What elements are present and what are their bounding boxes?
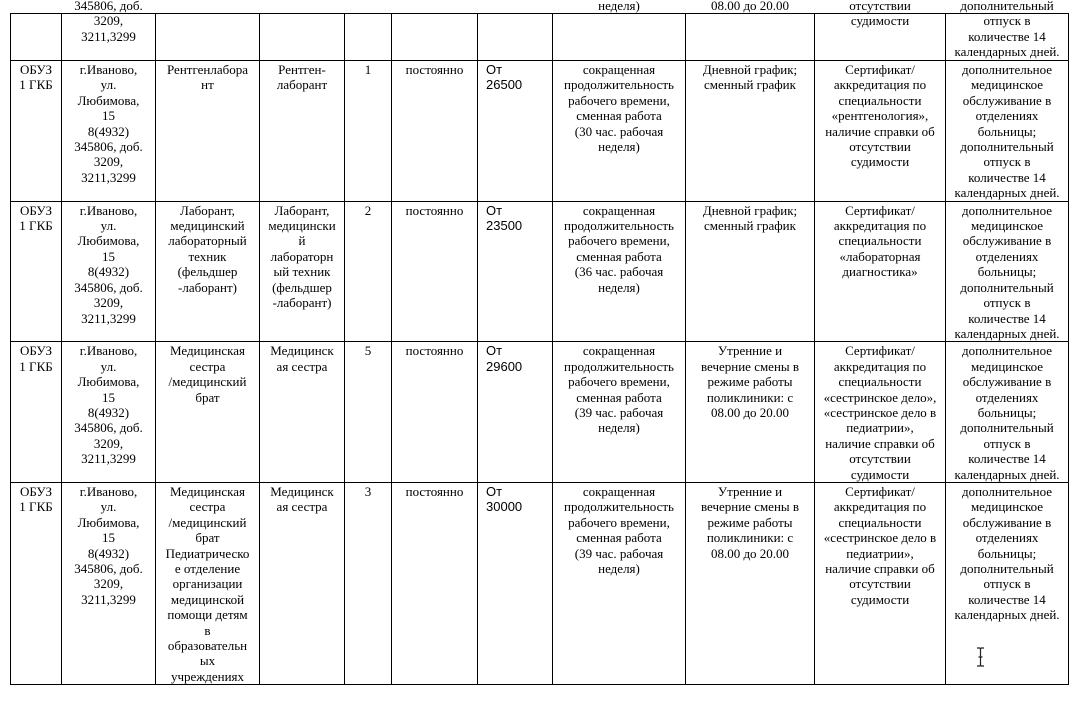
- org-cell: ОБУЗ 1 ГКБ: [11, 61, 62, 202]
- benefits-cell: дополнительное медицинское обслуживание в отделениях больницы; дополнительный отпуск в количестве 14 календарных дней.: [946, 201, 1069, 342]
- salary-cell: От 26500: [478, 61, 553, 202]
- type-cell: [392, 14, 478, 61]
- count-cell: 5: [345, 342, 392, 483]
- requirements-cell: отсутствии судимости: [815, 14, 946, 61]
- position-short-cell: Лаборант, медицински й лабораторн ый техник (фельдшер -лаборант): [260, 201, 345, 342]
- requirements-cell: Сертификат/ аккредитация по специальности «сестринское дело», «сестринское дело в педиатрии», наличие справки об отсутствии судимости: [815, 342, 946, 483]
- schedule-cell: Утренние и вечерние смены в режиме работы поликлиники: с 08.00 до 20.00: [686, 342, 815, 483]
- vacancy-table: [10, 0, 1069, 685]
- org-cell: ОБУЗ 1 ГКБ: [11, 342, 62, 483]
- salary-cell: От 23500: [478, 201, 553, 342]
- position-short-cell: [260, 14, 345, 61]
- table-row: [11, 342, 1069, 483]
- benefits-cell: дополнительное медицинское обслуживание в отделениях больницы; дополнительный отпуск в количестве 14 календарных дней.: [946, 61, 1069, 202]
- address-cell: г.Иваново, ул. Любимова, 15 8(4932) 345806, доб. 3209, 3211,3299: [62, 61, 156, 202]
- address-cell: г.Иваново, ул. Любимова, 15 8(4932) 345806, доб. 3209, 3211,3299: [62, 201, 156, 342]
- benefits-cell: дополнительное медицинское обслуживание в отделениях больницы; дополнительный отпуск в количестве 14 календарных дней.: [946, 482, 1069, 684]
- position-short-cell: Медицинск ая сестра: [260, 482, 345, 684]
- type-cell: постоянно: [392, 61, 478, 202]
- text-cursor-icon: [976, 647, 985, 667]
- type-cell: постоянно: [392, 482, 478, 684]
- org-cell: [11, 14, 62, 61]
- table-row: [11, 14, 1069, 61]
- position-cell: [156, 14, 260, 61]
- schedule-cell: Дневной график; сменный график: [686, 61, 815, 202]
- org-cell: ОБУЗ 1 ГКБ: [11, 201, 62, 342]
- mode-cell: сокращенная продолжительность рабочего времени, сменная работа (39 час. рабочая неделя): [553, 342, 686, 483]
- position-cell: Медицинская сестра /медицинский брат: [156, 342, 260, 483]
- count-cell: 3: [345, 482, 392, 684]
- position-short-cell: Медицинск ая сестра: [260, 342, 345, 483]
- salary-cell: От 29600: [478, 342, 553, 483]
- org-cell: ОБУЗ 1 ГКБ: [11, 482, 62, 684]
- requirements-cell: Сертификат/ аккредитация по специальности «рентгенология», наличие справки об отсутствии судимости: [815, 61, 946, 202]
- table-row: [11, 61, 1069, 202]
- position-short-cell: Рентген- лаборант: [260, 61, 345, 202]
- benefits-cell: дополнительное медицинское обслуживание в отделениях больницы; дополнительный отпуск в количестве 14 календарных дней.: [946, 342, 1069, 483]
- mode-cell: неделя): [553, 14, 686, 61]
- address-cell: 345806, доб. 3209, 3211,3299: [62, 14, 156, 61]
- position-cell: Медицинская сестра /медицинский брат Педиатрическо е отделение организации медицинской помощи детям в образовательн ых учреждениях: [156, 482, 260, 684]
- type-cell: постоянно: [392, 342, 478, 483]
- salary-cell: От 30000: [478, 482, 553, 684]
- count-cell: [345, 14, 392, 61]
- address-cell: г.Иваново, ул. Любимова, 15 8(4932) 345806, доб. 3209, 3211,3299: [62, 482, 156, 684]
- count-cell: 2: [345, 201, 392, 342]
- benefits-cell: дополнительный отпуск в количестве 14 календарных дней.: [946, 14, 1069, 61]
- position-cell: Рентгенлабора нт: [156, 61, 260, 202]
- mode-cell: сокращенная продолжительность рабочего времени, сменная работа (36 час. рабочая неделя): [553, 201, 686, 342]
- address-cell: г.Иваново, ул. Любимова, 15 8(4932) 345806, доб. 3209, 3211,3299: [62, 342, 156, 483]
- count-cell: 1: [345, 61, 392, 202]
- salary-cell: [478, 14, 553, 61]
- requirements-cell: Сертификат/ аккредитация по специальности «лабораторная диагностика»: [815, 201, 946, 342]
- schedule-cell: Утренние и вечерние смены в режиме работы поликлиники: с 08.00 до 20.00: [686, 482, 815, 684]
- schedule-cell: 08.00 до 20.00: [686, 14, 815, 61]
- position-cell: Лаборант, медицинский лабораторный техник (фельдшер -лаборант): [156, 201, 260, 342]
- mode-cell: сокращенная продолжительность рабочего времени, сменная работа (30 час. рабочая неделя): [553, 61, 686, 202]
- table-row: [11, 482, 1069, 684]
- schedule-cell: Дневной график; сменный график: [686, 201, 815, 342]
- type-cell: постоянно: [392, 201, 478, 342]
- mode-cell: сокращенная продолжительность рабочего времени, сменная работа (39 час. рабочая неделя): [553, 482, 686, 684]
- requirements-cell: Сертификат/ аккредитация по специальности «сестринское дело в педиатрии», наличие справки об отсутствии судимости: [815, 482, 946, 684]
- table-row: [11, 201, 1069, 342]
